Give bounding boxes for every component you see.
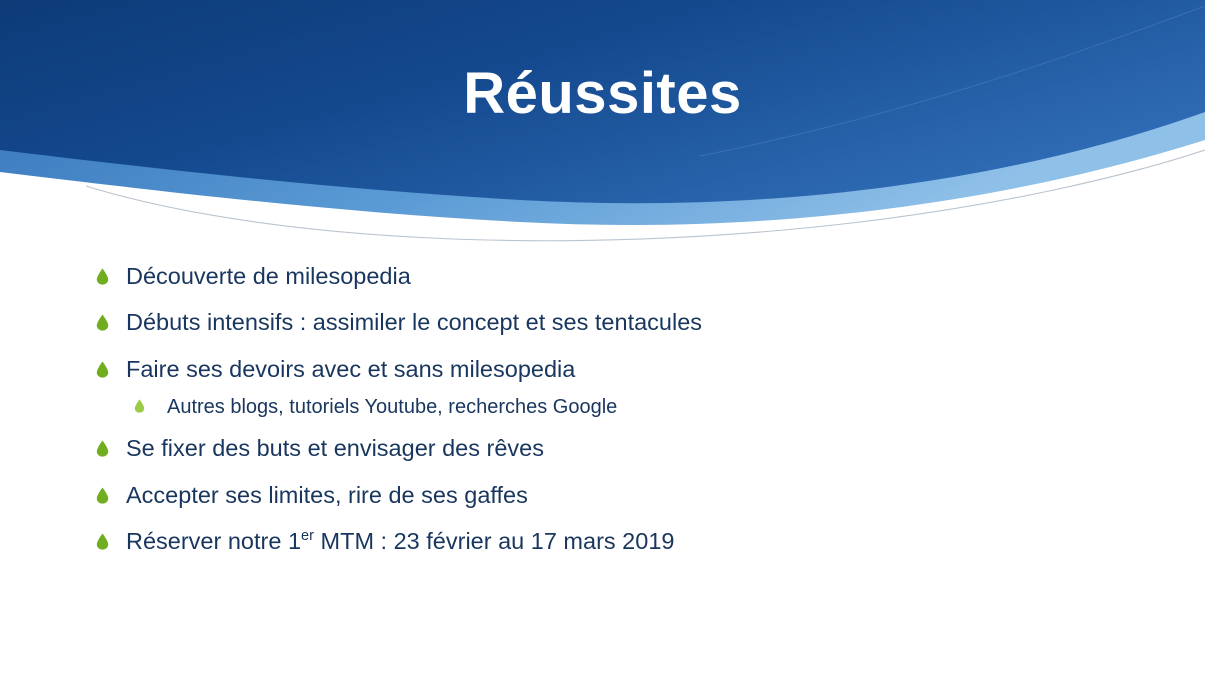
list-item <box>96 262 1116 291</box>
list-item-label-before: Réserver notre 1 <box>126 527 302 554</box>
list-item-label: Faire ses devoirs avec et sans milesopedia <box>126 355 576 382</box>
droplet-bullet-icon <box>96 481 126 504</box>
sub-list-item-label: Autres blogs, tutoriels Youtube, recherches Google <box>167 396 618 419</box>
list-item-label: Débuts intensifs : assimiler le concept et ses tentacules <box>126 309 703 336</box>
list-item <box>96 481 1116 510</box>
droplet-bullet-icon <box>134 395 167 413</box>
droplet-bullet-icon <box>96 262 126 285</box>
slide-title: Réussites <box>463 61 742 126</box>
list-item-label: Découverte de milesopedia <box>126 263 411 289</box>
list-item-label: Accepter ses limites, rire de ses gaffes <box>126 481 528 508</box>
list-item <box>96 527 1116 556</box>
droplet-bullet-icon <box>96 308 126 331</box>
droplet-bullet-icon <box>96 434 126 457</box>
list-item <box>96 434 1116 463</box>
droplet-bullet-icon <box>96 527 126 550</box>
list-item <box>96 308 1116 337</box>
list-item-label: Se fixer des buts et envisager des rêves <box>126 435 544 462</box>
sub-list-item <box>134 395 1116 420</box>
slide-bullet-list <box>96 262 1116 573</box>
list-item <box>96 355 1116 384</box>
droplet-bullet-icon <box>96 355 126 378</box>
list-item-label-ordinal <box>126 527 674 556</box>
ordinal-suffix: er <box>301 528 314 545</box>
list-item-label-after: MTM : 23 février au 17 mars 2019 <box>313 527 675 554</box>
